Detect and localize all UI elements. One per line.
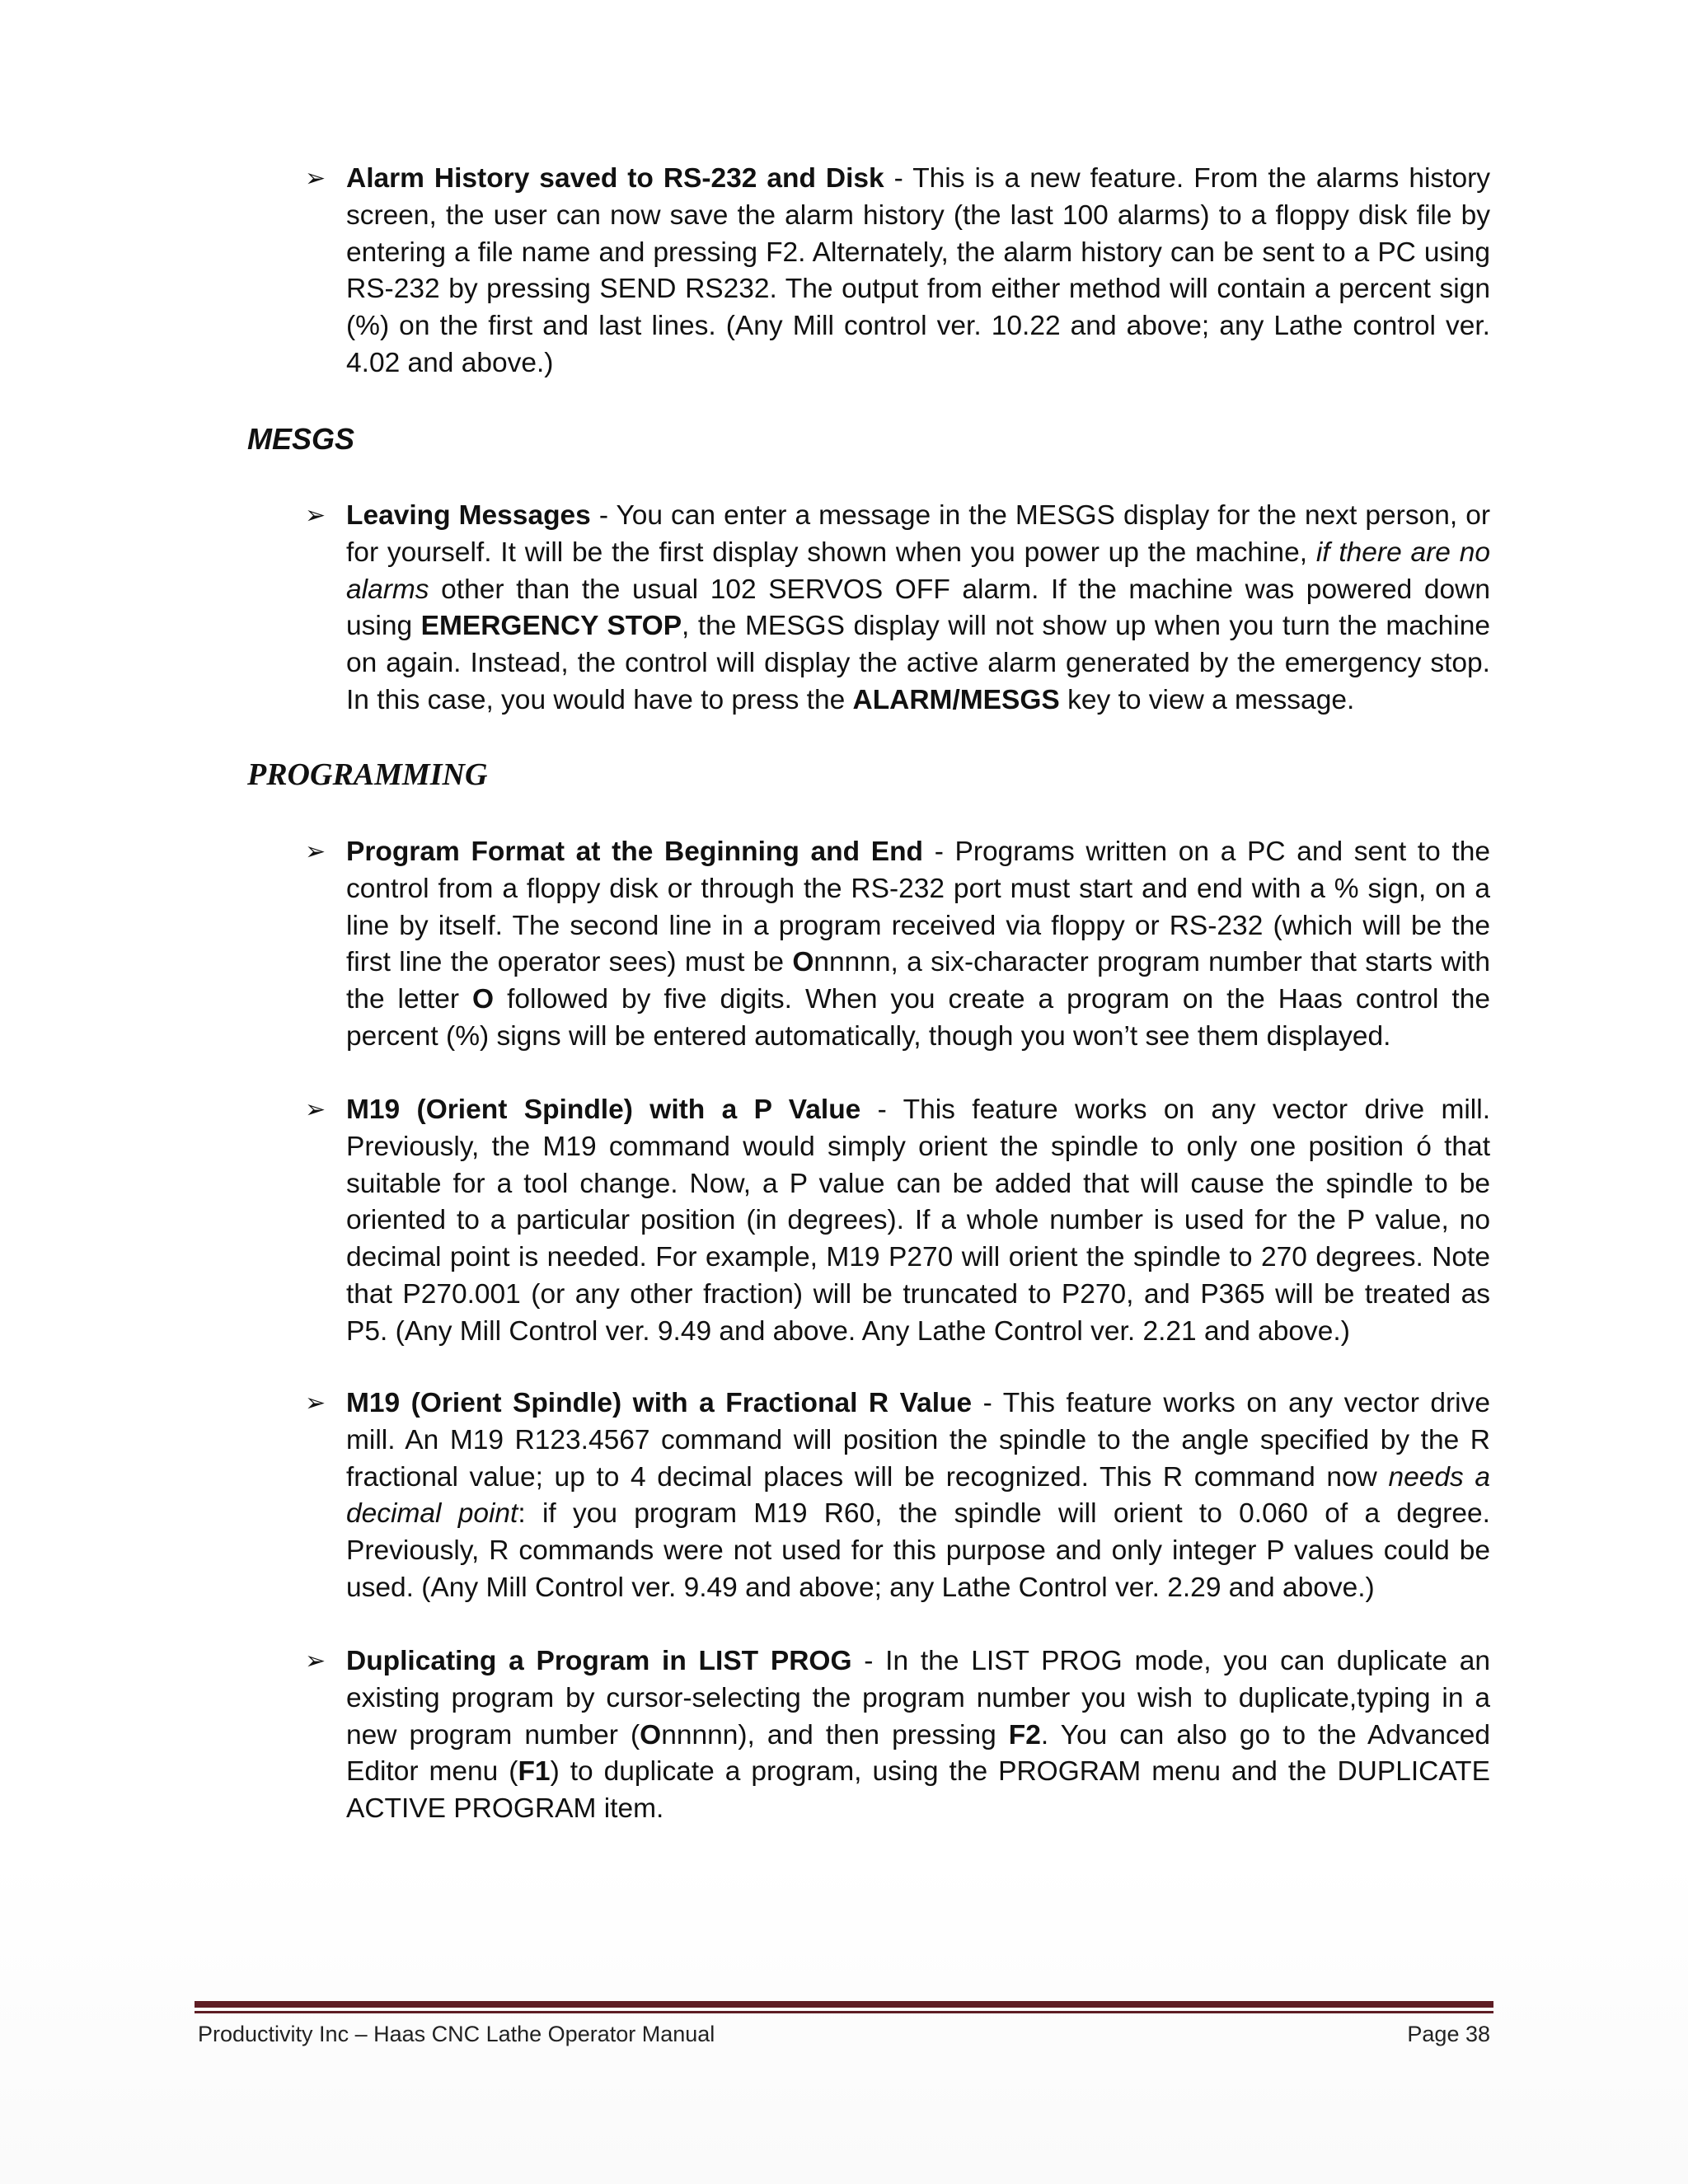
item-title: M19 (Orient Spindle) with a P Value <box>346 1094 861 1125</box>
list-item-duplicating-program <box>305 1643 1490 1828</box>
item-keyword: O <box>472 984 495 1015</box>
item-keyword: O <box>792 947 814 978</box>
item-text: - In the LIST PROG mode, you can duplicate an existing program by cursor-selecting the program number you wish to duplicate,typing in a new program number ( <box>346 1646 1490 1750</box>
list-item-leaving-messages <box>305 498 1490 719</box>
section-heading-programming: PROGRAMMING <box>247 757 488 792</box>
item-keyword: F1 <box>518 1756 551 1788</box>
footer-document-title: Productivity Inc – Haas CNC Lathe Operator Manual <box>198 2022 715 2046</box>
list-item-program-format <box>305 834 1490 1056</box>
item-text: : if you program M19 R60, the spindle will orient to 0.060 of a degree. Previously, R commands were not used for this purpose and only integer P values could be used. (Any Mill Control ver. 9.49 and above; any Lathe Control ver. 2.29 and above.) <box>346 1498 1490 1603</box>
section-heading-mesgs: MESGS <box>247 422 355 456</box>
arrowhead-bullet-icon: ➢ <box>305 1095 326 1124</box>
item-emphasis: needs a decimal point <box>346 1461 1490 1530</box>
arrowhead-bullet-icon: ➢ <box>305 501 326 530</box>
list-item-m19-p-value <box>305 1092 1491 1351</box>
arrowhead-bullet-icon: ➢ <box>305 1647 326 1675</box>
item-text: , the MESGS display will not show up when you turn the machine on again. Instead, the control will display the active alarm generated by the emergency stop. In this case, you would have to press the <box>346 611 1490 715</box>
item-text: nnnnn, a six-character program number that starts with the letter <box>346 947 1490 1015</box>
footer-divider-thick <box>195 2001 1493 2008</box>
item-text: nnnnn), and then pressing <box>661 1719 1009 1750</box>
item-text: - Programs written on a PC and sent to the control from a floppy disk or through the RS-232 port must start and end with a % sign, on a line by itself. The second line in a program received via floppy or RS-232 (which will be the first line the operator sees) must be <box>346 837 1490 978</box>
arrowhead-bullet-icon: ➢ <box>305 837 326 866</box>
item-title: Duplicating a Program in LIST PROG <box>346 1646 852 1676</box>
item-emphasis: if there are no alarms <box>346 537 1490 605</box>
item-title: Alarm History saved to RS-232 and Disk <box>346 163 884 194</box>
item-text: - This feature works on any vector drive mill. An M19 R123.4567 command will position the spindle to the angle specified by the R fractional value; up to 4 decimal places will be recognized. This R command now <box>346 1388 1490 1493</box>
item-title: M19 (Orient Spindle) with a Fractional R Value <box>346 1388 973 1418</box>
item-text: - This is a new feature. From the alarms history screen, the user can now save the alarm history (the last 100 alarms) to a floppy disk file by entering a file name and pressing F2. Alternately, the alarm history can be sent to a PC using RS-232 by pressing SEND RS232. The output from either method will contain a percent sign (%) on the first and last lines. (Any Mill control ver. 10.22 and above; any Lathe control ver. 4.02 and above.) <box>346 163 1491 378</box>
item-keyword: O <box>640 1719 662 1750</box>
item-text: - This feature works on any vector drive mill. Previously, the M19 command would simply orient the spindle to only one position ó that suitable for a tool change. Now, a P value can be added that will cause the spindle to be oriented to a particular position (in degrees). If a whole number is used for the P value, no decimal point is needed. For example, M19 P270 will orient the spindle to 270 degrees. Note that P270.001 (or any other fraction) will be truncated to P270, and P365 will be treated as P5. (Any Mill Control ver. 9.49 and above. Any Lathe Control ver. 2.21 and above.) <box>346 1094 1491 1347</box>
item-keyword: ALARM/MESGS <box>852 684 1060 715</box>
item-text: other than the usual 102 SERVOS OFF alarm. If the machine was powered down using <box>346 574 1490 642</box>
item-text: - You can enter a message in the MESGS display for the next person, or for yourself. It will be the first display shown when you power up the machine, <box>346 500 1490 568</box>
list-item-alarm-history <box>305 161 1491 382</box>
item-text: followed by five digits. When you create a program on the Haas control the percent (%) signs will be entered automatically, though you won’t see them displayed. <box>346 984 1490 1052</box>
item-keyword: EMERGENCY STOP <box>420 611 682 642</box>
item-title: Leaving Messages <box>346 500 591 531</box>
footer-page-number: Page 38 <box>1407 2022 1490 2046</box>
item-keyword: F2 <box>1008 1719 1041 1750</box>
item-text: key to view a message. <box>1059 684 1355 715</box>
arrowhead-bullet-icon: ➢ <box>305 164 326 193</box>
item-title: Program Format at the Beginning and End <box>346 837 924 867</box>
item-text: . You can also go to the Advanced Editor menu ( <box>346 1719 1490 1788</box>
item-text: ) to duplicate a program, using the PROGRAM menu and the DUPLICATE ACTIVE PROGRAM item. <box>346 1756 1490 1825</box>
footer-divider-thin <box>195 2011 1493 2013</box>
arrowhead-bullet-icon: ➢ <box>305 1389 326 1418</box>
list-item-m19-r-value <box>305 1385 1490 1607</box>
